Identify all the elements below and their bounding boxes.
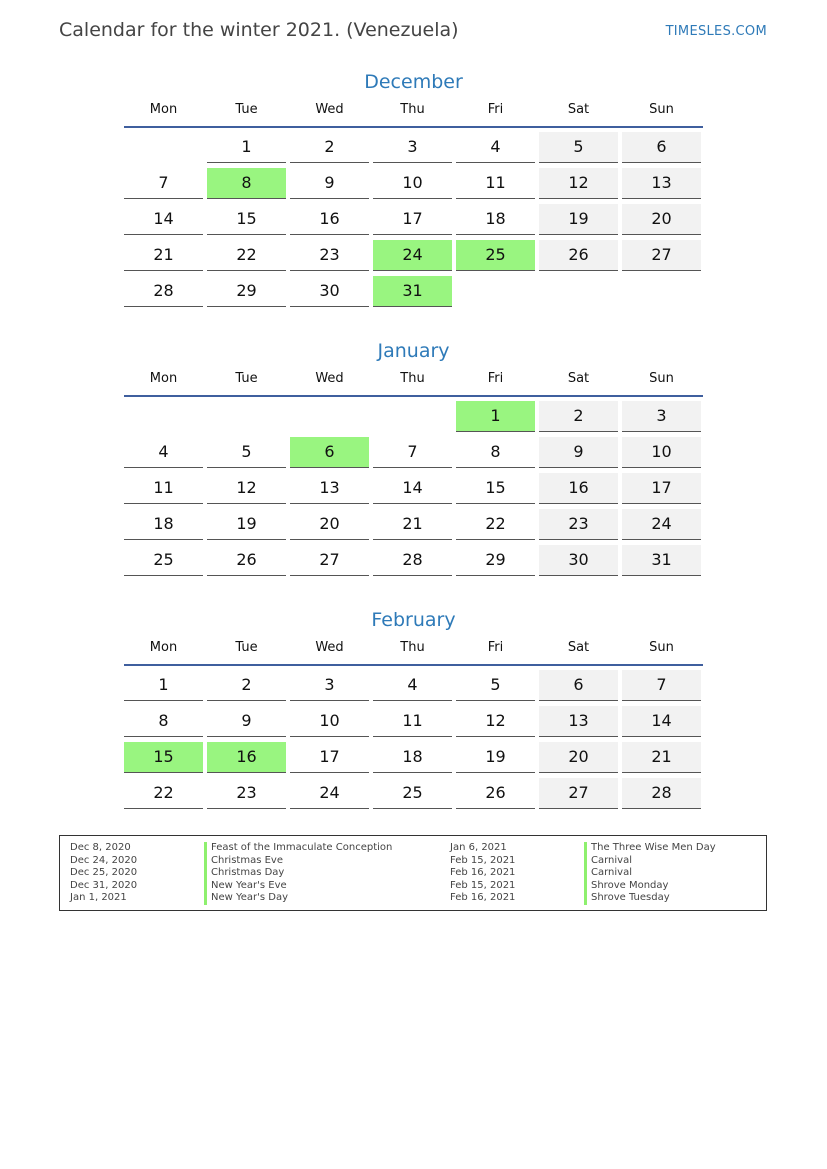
day-cell: 9 <box>207 706 286 737</box>
day-cell: 22 <box>207 240 286 271</box>
day-cell: 14 <box>622 706 701 737</box>
month-december <box>124 68 703 307</box>
day-cell: 11 <box>456 168 535 199</box>
day-cell: 10 <box>290 706 369 737</box>
legend-row <box>60 855 392 868</box>
day-cell: 5 <box>207 437 286 468</box>
day-cell: 8 <box>124 706 203 737</box>
brand-link[interactable]: TIMESLES.COM <box>665 24 767 39</box>
day-cell: 26 <box>456 778 535 809</box>
legend-row <box>60 880 392 893</box>
day-cell: 13 <box>539 706 618 737</box>
day-cell: 1 <box>124 670 203 701</box>
legend-row <box>440 867 716 880</box>
day-cell: 20 <box>290 509 369 540</box>
day-cell: 27 <box>290 545 369 576</box>
day-cell: 28 <box>124 276 203 307</box>
day-cell: 18 <box>124 509 203 540</box>
day-cell: 4 <box>124 437 203 468</box>
day-cell: 28 <box>373 545 452 576</box>
month-january <box>124 337 703 576</box>
day-cell: 11 <box>124 473 203 504</box>
legend-column-left <box>60 842 392 905</box>
legend-holiday-name: New Year's Eve <box>204 880 287 893</box>
weekday-mon: Mon <box>149 640 178 655</box>
legend-row <box>60 892 392 905</box>
day-grid <box>124 132 703 307</box>
day-cell: 14 <box>373 473 452 504</box>
legend-date: Jan 6, 2021 <box>450 842 507 853</box>
day-cell: 13 <box>622 168 701 199</box>
day-cell: 21 <box>124 240 203 271</box>
weekday-fri: Fri <box>487 371 504 386</box>
day-cell: 19 <box>539 204 618 235</box>
day-cell: 13 <box>290 473 369 504</box>
day-cell: 18 <box>456 204 535 235</box>
weekday-thu: Thu <box>400 371 425 386</box>
legend-date: Feb 15, 2021 <box>450 879 516 891</box>
day-cell: 15 <box>456 473 535 504</box>
day-cell: 29 <box>456 545 535 576</box>
legend-holiday-name: Carnival <box>584 867 632 880</box>
holiday-legend <box>59 835 767 911</box>
weekday-fri: Fri <box>487 102 504 117</box>
day-cell: 3 <box>290 670 369 701</box>
legend-holiday-name: Christmas Day <box>204 867 284 880</box>
day-cell: 23 <box>539 509 618 540</box>
day-cell: 5 <box>539 132 618 163</box>
month-title: January <box>377 340 450 362</box>
weekday-header <box>124 100 703 126</box>
day-cell: 7 <box>622 670 701 701</box>
day-cell: 3 <box>622 401 701 432</box>
day-cell: 7 <box>124 168 203 199</box>
weekday-header <box>124 369 703 395</box>
day-cell: 16 <box>290 204 369 235</box>
empty-cell <box>124 132 203 162</box>
weekday-sun: Sun <box>649 102 674 117</box>
day-cell: 17 <box>373 204 452 235</box>
day-cell: 20 <box>622 204 701 235</box>
day-cell: 27 <box>539 778 618 809</box>
legend-date: Dec 24, 2020 <box>70 854 138 866</box>
legend-date: Dec 31, 2020 <box>70 879 138 891</box>
day-cell: 3 <box>373 132 452 163</box>
day-cell: 5 <box>456 670 535 701</box>
day-cell: 12 <box>456 706 535 737</box>
day-cell: 30 <box>290 276 369 307</box>
legend-row <box>440 855 716 868</box>
day-cell: 6 <box>622 132 701 163</box>
header-divider <box>124 126 703 128</box>
day-cell: 12 <box>207 473 286 504</box>
day-cell: 25 <box>456 240 535 271</box>
day-cell: 30 <box>539 545 618 576</box>
day-cell: 17 <box>622 473 701 504</box>
header-divider <box>124 664 703 666</box>
day-cell: 7 <box>373 437 452 468</box>
empty-cell <box>207 401 286 431</box>
day-cell: 15 <box>207 204 286 235</box>
day-cell: 24 <box>290 778 369 809</box>
day-cell: 21 <box>373 509 452 540</box>
legend-holiday-name: Carnival <box>584 855 632 868</box>
legend-date: Jan 1, 2021 <box>70 892 127 903</box>
day-cell: 19 <box>456 742 535 773</box>
empty-cell <box>290 401 369 431</box>
weekday-sun: Sun <box>649 640 674 655</box>
legend-holiday-name: New Year's Day <box>204 892 288 905</box>
day-cell: 21 <box>622 742 701 773</box>
legend-date: Feb 15, 2021 <box>450 854 516 866</box>
day-cell: 8 <box>456 437 535 468</box>
day-grid <box>124 401 703 576</box>
day-cell: 16 <box>207 742 286 773</box>
day-cell: 14 <box>124 204 203 235</box>
day-cell: 2 <box>539 401 618 432</box>
weekday-wed: Wed <box>315 371 344 386</box>
day-cell: 26 <box>539 240 618 271</box>
day-cell: 27 <box>622 240 701 271</box>
legend-date: Dec 8, 2020 <box>70 842 131 853</box>
day-cell: 29 <box>207 276 286 307</box>
weekday-thu: Thu <box>400 640 425 655</box>
day-cell: 8 <box>207 168 286 199</box>
day-cell: 22 <box>124 778 203 809</box>
day-cell: 24 <box>622 509 701 540</box>
day-cell: 4 <box>373 670 452 701</box>
day-cell: 20 <box>539 742 618 773</box>
day-cell: 16 <box>539 473 618 504</box>
weekday-tue: Tue <box>235 371 258 386</box>
legend-row <box>60 842 392 855</box>
weekday-sat: Sat <box>567 371 590 386</box>
weekday-header <box>124 638 703 664</box>
day-cell: 28 <box>622 778 701 809</box>
day-cell: 17 <box>290 742 369 773</box>
day-cell: 11 <box>373 706 452 737</box>
day-grid <box>124 670 703 809</box>
page-title: Calendar for the winter 2021. (Venezuela) <box>59 19 459 41</box>
day-cell: 2 <box>290 132 369 163</box>
legend-column-right <box>440 842 716 905</box>
day-cell: 25 <box>124 545 203 576</box>
legend-date: Feb 16, 2021 <box>450 867 516 878</box>
weekday-mon: Mon <box>149 371 178 386</box>
day-cell: 18 <box>373 742 452 773</box>
weekday-wed: Wed <box>315 102 344 117</box>
legend-holiday-name: Shrove Monday <box>584 880 668 893</box>
day-cell: 6 <box>539 670 618 701</box>
month-title: December <box>364 71 463 93</box>
weekday-mon: Mon <box>149 102 178 117</box>
day-cell: 1 <box>456 401 535 432</box>
weekday-sat: Sat <box>567 640 590 655</box>
day-cell: 9 <box>539 437 618 468</box>
legend-row <box>60 867 392 880</box>
day-cell: 10 <box>622 437 701 468</box>
day-cell: 12 <box>539 168 618 199</box>
day-cell: 15 <box>124 742 203 773</box>
month-february <box>124 606 703 809</box>
weekday-thu: Thu <box>400 102 425 117</box>
weekday-tue: Tue <box>235 102 258 117</box>
day-cell: 23 <box>290 240 369 271</box>
weekday-sun: Sun <box>649 371 674 386</box>
legend-row <box>440 842 716 855</box>
day-cell: 26 <box>207 545 286 576</box>
day-cell: 4 <box>456 132 535 163</box>
day-cell: 31 <box>622 545 701 576</box>
day-cell: 19 <box>207 509 286 540</box>
day-cell: 10 <box>373 168 452 199</box>
day-cell: 24 <box>373 240 452 271</box>
header-divider <box>124 395 703 397</box>
legend-holiday-name: Shrove Tuesday <box>584 892 670 905</box>
weekday-fri: Fri <box>487 640 504 655</box>
legend-date: Feb 16, 2021 <box>450 892 516 903</box>
day-cell: 25 <box>373 778 452 809</box>
day-cell: 22 <box>456 509 535 540</box>
day-cell: 1 <box>207 132 286 163</box>
legend-date: Dec 25, 2020 <box>70 867 138 878</box>
month-title: February <box>371 609 456 631</box>
empty-cell <box>373 401 452 431</box>
weekday-tue: Tue <box>235 640 258 655</box>
day-cell: 9 <box>290 168 369 199</box>
day-cell: 31 <box>373 276 452 307</box>
empty-cell <box>124 401 203 431</box>
legend-holiday-name: The Three Wise Men Day <box>584 842 716 855</box>
weekday-sat: Sat <box>567 102 590 117</box>
legend-row <box>440 892 716 905</box>
legend-holiday-name: Christmas Eve <box>204 855 283 868</box>
day-cell: 6 <box>290 437 369 468</box>
legend-holiday-name: Feast of the Immaculate Conception <box>204 842 392 855</box>
weekday-wed: Wed <box>315 640 344 655</box>
day-cell: 23 <box>207 778 286 809</box>
day-cell: 2 <box>207 670 286 701</box>
legend-row <box>440 880 716 893</box>
